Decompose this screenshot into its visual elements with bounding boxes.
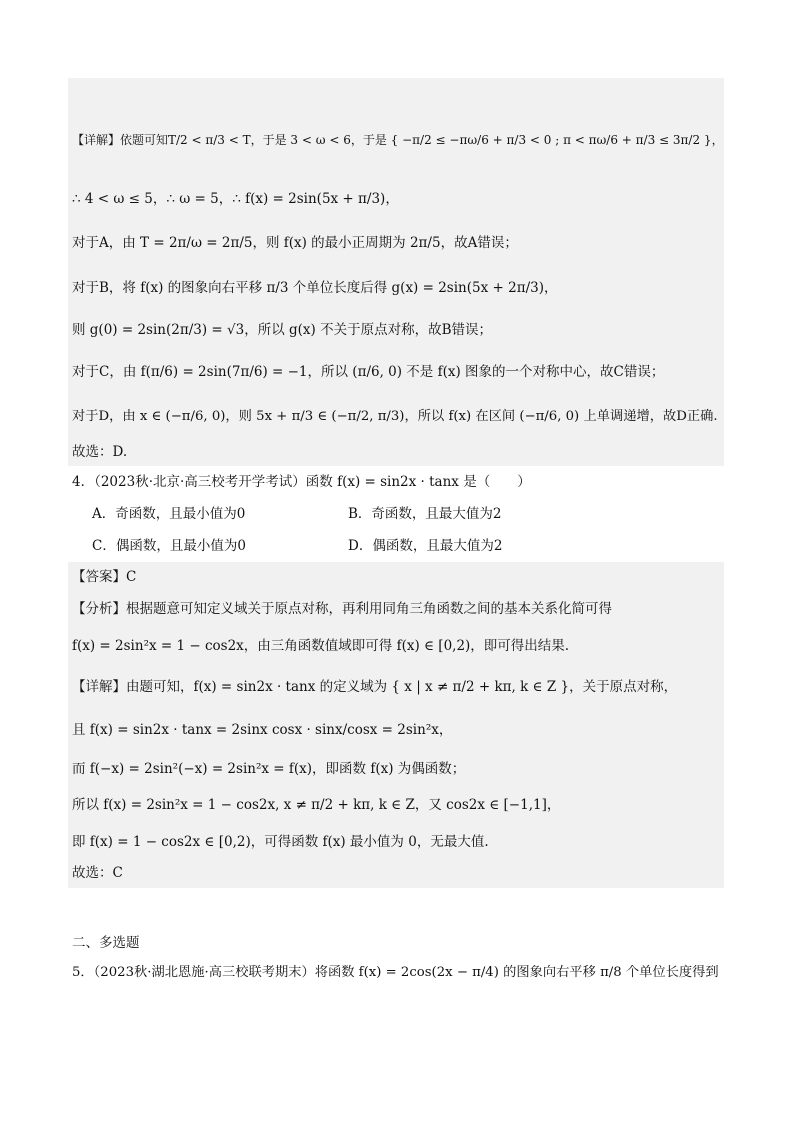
answer4-answer: 【答案】C <box>72 569 137 585</box>
question4-stem: 4．（2023秋·北京·高三校考开学考试）函数 f(x) = sin2x · tanx 是（ ） <box>72 474 531 490</box>
answer4-detail-1: 【详解】由题可知，f(x) = sin2x · tanx 的定义域为 { x | x ≠ π/2 + kπ, k ∈ Z }，关于原点对称， <box>72 679 678 695</box>
solution3-detail-line: 【详解】依题可知T/2 < π/3 < T，于是 3 < ω < 6，于是 { −π/2 ≤ −πω/6 + π/3 < 0 ; π < πω/6 + π/3 ≤ 3π/2 }， <box>72 133 724 147</box>
section2-heading: 二、多选题 <box>72 935 140 951</box>
question4-option-c: C．偶函数，且最小值为0 <box>92 538 246 554</box>
answer4-detail-2: 且 f(x) = sin2x · tanx = 2sinx cosx · sinx/cosx = 2sin²x， <box>72 722 453 738</box>
solution3-option-d: 对于D，由 x ∈ (−π/6, 0)，则 5x + π/3 ∈ (−π/2, π/3)，所以 f(x) 在区间 (−π/6, 0) 上单调递增，故D正确. <box>72 409 718 424</box>
question5-stem: 5．（2023秋·湖北恩施·高三校联考期末）将函数 f(x) = 2cos(2x − π/4) 的图象向右平移 π/8 个单位长度得到 <box>72 965 719 980</box>
answer4-analysis-1: 【分析】根据题意可知定义域关于原点对称，再利用同角三角函数之间的基本关系化简可得 <box>72 601 612 617</box>
answer4-detail-6: 故选：C <box>72 865 123 881</box>
answer4-detail-3: 而 f(−x) = 2sin²(−x) = 2sin²x = f(x)，即函数 f(x) 为偶函数； <box>72 761 466 777</box>
solution3-g0-line: 则 g(0) = 2sin(2π/3) = √3，所以 g(x) 不关于原点对称，故B错误； <box>72 322 492 338</box>
answer4-analysis-2: f(x) = 2sin²x = 1 − cos2x，由三角函数值域即可得 f(x) ∈ [0,2)，即可得出结果. <box>72 638 570 654</box>
question4-option-b: B．奇函数，且最大值为2 <box>348 506 502 522</box>
solution3-option-c: 对于C，由 f(π/6) = 2sin(7π/6) = −1，所以 (π/6, 0) 不是 f(x) 图象的一个对称中心，故C错误； <box>72 364 665 380</box>
solution3-option-a: 对于A，由 T = 2π/ω = 2π/5，则 f(x) 的最小正周期为 2π/5，故A错误； <box>72 235 518 251</box>
solution3-option-b: 对于B，将 f(x) 的图象向右平移 π/3 个单位长度后得 g(x) = 2sin(5x + 2π/3)， <box>72 280 558 296</box>
question4-option-a: A．奇函数，且最小值为0 <box>92 506 246 522</box>
answer4-detail-4: 所以 f(x) = 2sin²x = 1 − cos2x, x ≠ π/2 + kπ, k ∈ Z，又 cos2x ∈ [−1,1]， <box>72 797 561 813</box>
question4-option-d: D．偶函数，且最大值为2 <box>348 538 503 554</box>
answer4-detail-5: 即 f(x) = 1 − cos2x ∈ [0,2)，可得函数 f(x) 最小值为 0，无最大值. <box>72 834 489 850</box>
solution3-omega-line: ∴ 4 < ω ≤ 5，∴ ω = 5，∴ f(x) = 2sin(5x + π/3)， <box>72 191 399 207</box>
solution3-choice: 故选：D. <box>72 444 128 460</box>
